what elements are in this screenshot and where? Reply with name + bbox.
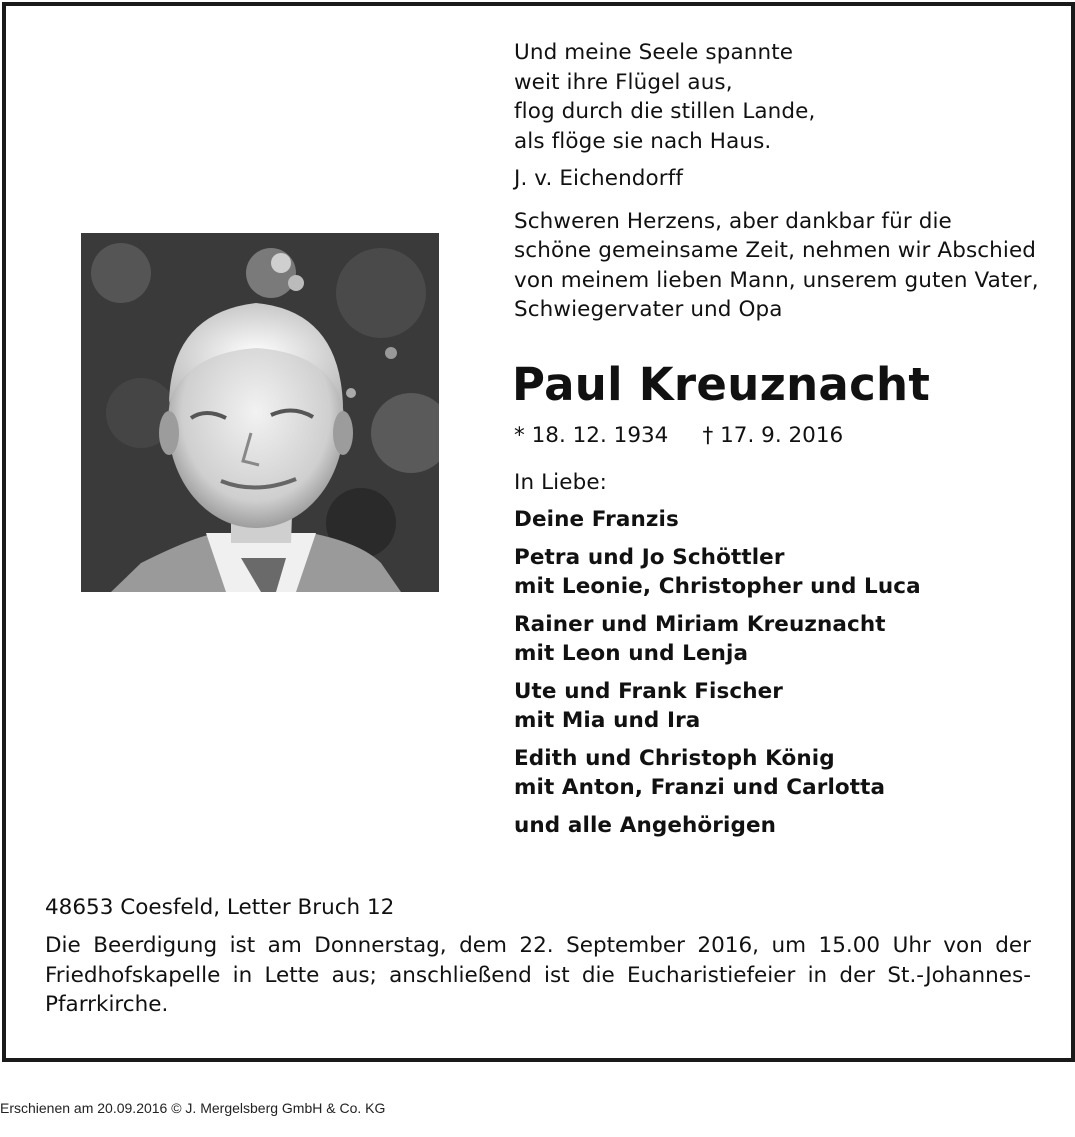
mourner-line: Petra und Jo Schöttler xyxy=(514,544,785,570)
mourners xyxy=(514,468,1054,841)
mourner-line: Edith und Christoph König xyxy=(514,745,835,771)
portrait-photo xyxy=(81,233,439,592)
poem-line: weit ihre Flügel aus, xyxy=(514,69,733,95)
birth-date: * 18. 12. 1934 xyxy=(514,422,669,448)
intro-line: Schweren Herzens, aber dankbar für die xyxy=(514,208,952,234)
mourner-line: mit Leonie, Christopher und Luca xyxy=(514,574,921,599)
poem xyxy=(514,38,1054,194)
poem-line: Und meine Seele spannte xyxy=(514,40,794,65)
life-dates xyxy=(514,421,1054,450)
funeral-notice: Die Beerdigung ist am Donnerstag, dem 22. September 2016, um 15.00 Uhr von der Friedhofskapelle in Lette aus; anschließend ist die Eucharistiefeier in der St.-Johannes-Pfarrkirche. xyxy=(45,933,1031,1017)
intro-line: von meinem lieben Mann, unserem guten Vater, xyxy=(514,267,1039,293)
intro-text xyxy=(514,207,1054,325)
deceased-name: Paul Kreuznacht xyxy=(512,357,931,411)
mourner-line: Deine Franzis xyxy=(514,507,679,532)
mourner-line: Rainer und Miriam Kreuznacht xyxy=(514,611,886,637)
death-date: † 17. 9. 2016 xyxy=(702,422,844,448)
intro-line: schöne gemeinsame Zeit, nehmen wir Abschied xyxy=(514,238,1037,263)
poem-author: J. v. Eichendorff xyxy=(514,166,684,191)
mourner-line: mit Anton, Franzi und Carlotta xyxy=(514,775,886,800)
mourner-line: und alle Angehörigen xyxy=(514,812,777,838)
intro-line: Schwiegervater und Opa xyxy=(514,297,783,322)
mourner-line: mit Mia und Ira xyxy=(514,708,701,733)
mourners-heading: In Liebe: xyxy=(514,469,607,495)
publication-footer: Erschienen am 20.09.2016 © J. Mergelsberg GmbH & Co. KG xyxy=(0,1100,386,1116)
poem-line: als flöge sie nach Haus. xyxy=(514,128,772,154)
portrait-illustration xyxy=(81,233,439,592)
mourner-line: Ute und Frank Fischer xyxy=(514,678,783,704)
address: 48653 Coesfeld, Letter Bruch 12 xyxy=(45,895,395,920)
mourner-line: mit Leon und Lenja xyxy=(514,641,749,666)
poem-line: flog durch die stillen Lande, xyxy=(514,99,816,124)
right-column xyxy=(514,38,1054,840)
bottom-section xyxy=(45,893,1031,1020)
